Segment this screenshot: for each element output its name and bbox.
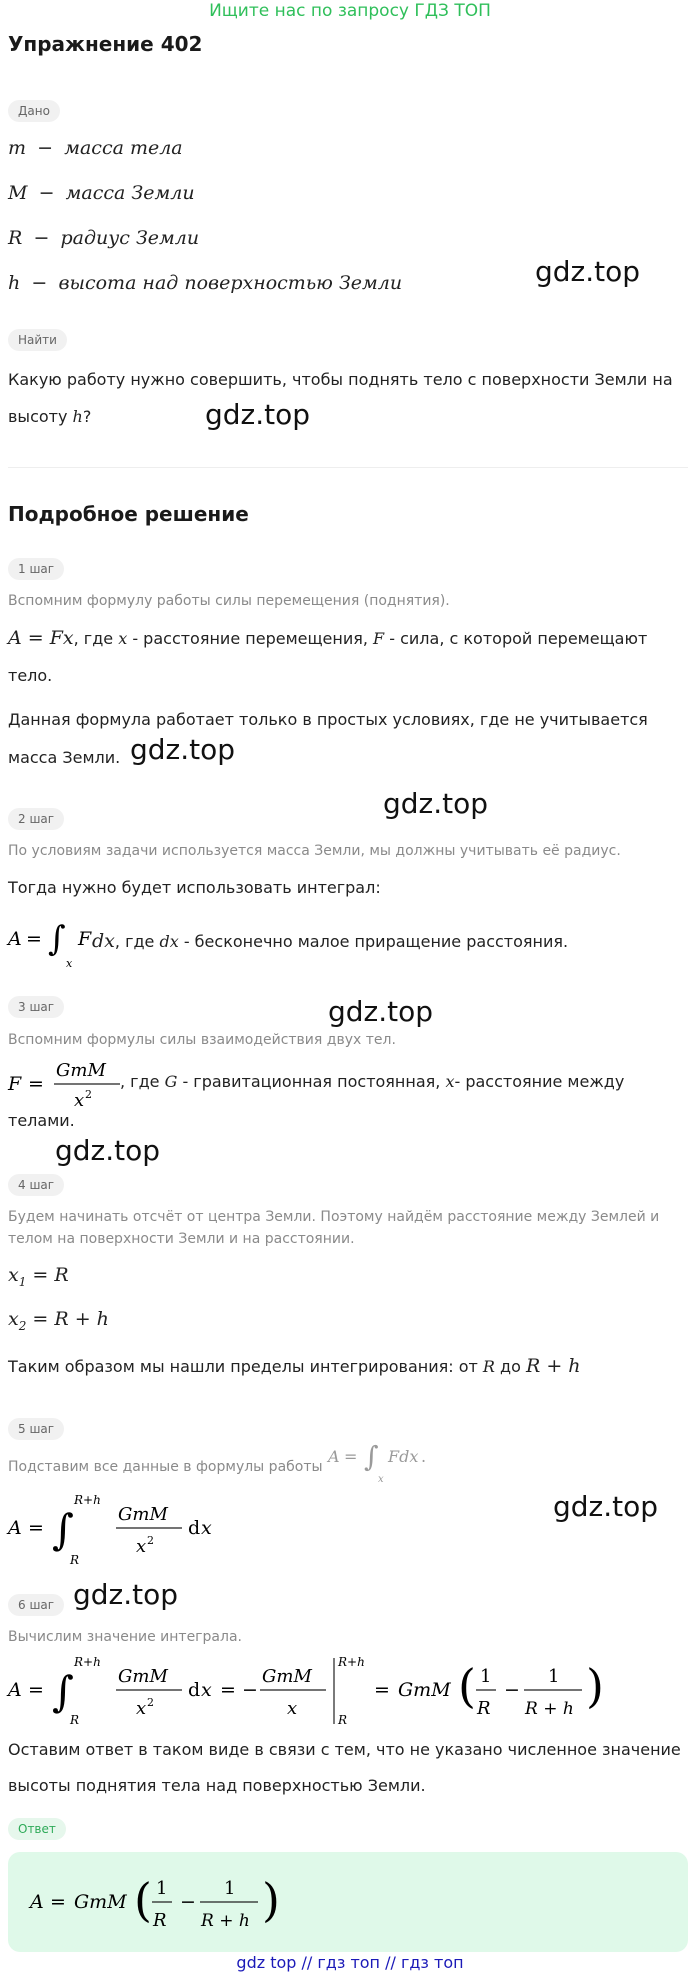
step-text: высоты поднятия тела над поверхностью Земли. (8, 1776, 426, 1795)
formula: A = Fx (8, 627, 74, 649)
hint-integral-graphic (328, 1436, 438, 1488)
text-fragment: - расстояние между (454, 1072, 625, 1091)
given-symbol: m (8, 137, 27, 159)
exercise-title: Упражнение 402 (8, 32, 203, 56)
text-fragment: - гравитационная постоянная, (177, 1072, 446, 1091)
math-symbol: dx (92, 930, 115, 952)
text-fragment: Подставим все данные в формулы работы (8, 1459, 323, 1475)
text-fragment: до (494, 1357, 526, 1376)
step-text: Тогда нужно будет использовать интеграл: (8, 878, 381, 897)
svg-text:x: x (378, 1474, 384, 1485)
step-hint: Будем начинать отсчёт от центра Земли. Поэтому найдём расстояние между Землей и (8, 1209, 660, 1225)
given-badge: Дано (8, 100, 60, 122)
step-badge: 4 шаг (8, 1174, 64, 1196)
given-symbol: R (8, 227, 23, 249)
footer-links[interactable]: gdz top // гдз топ // гдз топ (236, 1953, 464, 1972)
svg-text:1: 1 (156, 1878, 168, 1899)
svg-text:): ) (262, 1873, 280, 1927)
evaluated-integral-graphic (8, 1644, 608, 1734)
dash-symbol: − (32, 182, 61, 204)
watermark: gdz.top (535, 255, 641, 288)
text-fragment: - бесконечно малое приращение расстояния. (178, 932, 569, 951)
svg-text:F: F (8, 1073, 22, 1095)
svg-text:A: A (328, 1447, 340, 1466)
watermark: gdz.top (73, 1578, 179, 1611)
step-badge: 2 шаг (8, 808, 64, 830)
svg-text:R+h: R+h (338, 1655, 365, 1669)
text-fragment: , где (120, 1072, 165, 1091)
find-text-pre: высоту (8, 407, 73, 426)
svg-text:GmM: GmM (118, 1504, 168, 1525)
find-symbol: h (72, 407, 83, 426)
section-divider (8, 467, 688, 468)
svg-text:x: x (66, 957, 73, 970)
svg-text:1: 1 (548, 1666, 560, 1687)
gravity-formula-graphic (8, 1054, 123, 1112)
math-symbol: x (118, 629, 128, 648)
given-text: радиус Земли (60, 227, 200, 249)
svg-text:A: A (8, 1679, 22, 1701)
text-fragment: - расстояние перемещения, (127, 629, 374, 648)
svg-text:R + h: R + h (201, 1911, 250, 1931)
svg-text:A: A (8, 1517, 22, 1539)
svg-text:R: R (70, 1713, 80, 1727)
text-fragment: - сила, с которой перемещают (384, 629, 648, 648)
svg-text:1: 1 (224, 1878, 236, 1899)
math-symbol: dx (159, 932, 179, 951)
given-text: масса тела (64, 137, 183, 159)
svg-text:Fdx: Fdx (388, 1447, 419, 1466)
svg-text:=: = (28, 1517, 44, 1539)
svg-text:2: 2 (147, 1534, 154, 1547)
given-item (8, 182, 195, 204)
svg-text:R+h: R+h (74, 1493, 101, 1507)
formula: R + h (525, 1355, 581, 1377)
svg-text:2: 2 (85, 1088, 92, 1101)
step-text: Данная формула работает только в простых условиях, где не учитывается (8, 710, 648, 729)
step-badge: 3 шаг (8, 996, 64, 1018)
step-hint: телом на поверхности Земли и на расстоянии. (8, 1231, 355, 1247)
svg-text:x: x (136, 1698, 147, 1719)
find-text-line2 (8, 405, 91, 429)
svg-text:=: = (28, 1679, 44, 1701)
given-item (8, 227, 199, 249)
svg-text:R + h: R + h (525, 1699, 574, 1719)
svg-text:x: x (201, 1517, 212, 1539)
svg-text:=: = (344, 1447, 358, 1466)
watermark: gdz.top (205, 398, 311, 431)
svg-text:(: ( (134, 1873, 152, 1927)
step-badge: 5 шаг (8, 1418, 64, 1440)
find-text-post: ? (82, 407, 92, 426)
math-symbol: x (445, 1072, 455, 1091)
svg-text:GmM: GmM (262, 1666, 312, 1687)
step-badge: 1 шаг (8, 558, 64, 580)
formula-x2: $x_2 = R + h$ (8, 1308, 109, 1333)
given-text: масса Земли (65, 182, 195, 204)
svg-text:∫: ∫ (52, 1505, 74, 1554)
step-text (8, 626, 647, 651)
watermark: gdz.top (130, 733, 236, 766)
svg-text:R: R (153, 1910, 167, 1931)
svg-text:=: = (28, 1073, 44, 1095)
formula-force (8, 1054, 123, 1116)
step-text (8, 1354, 581, 1379)
find-text: Какую работу нужно совершить, чтобы поднять тело с поверхности Земли на (8, 370, 673, 389)
step-text: масса Земли. (8, 748, 121, 767)
svg-text:): ) (586, 1659, 604, 1713)
given-item (8, 137, 183, 159)
step-hint: Вспомним формулы силы взаимодействия двух тел. (8, 1032, 396, 1048)
svg-text:=: = (374, 1679, 390, 1701)
formula-integral (8, 912, 98, 974)
svg-text:1: 1 (480, 1666, 492, 1687)
svg-text:∫: ∫ (48, 919, 66, 959)
step-text: телами. (8, 1111, 75, 1130)
formula-evaluated (8, 1644, 608, 1738)
svg-text:x: x (287, 1698, 298, 1719)
svg-text:−: − (504, 1679, 520, 1701)
text-fragment: , где (114, 932, 160, 951)
watermark: gdz.top (383, 787, 489, 820)
step-text (92, 929, 568, 954)
svg-text:d: d (188, 1517, 201, 1539)
svg-text:d: d (188, 1679, 201, 1701)
formula-x1: $x_1 = R$ (8, 1264, 69, 1289)
svg-text:−: − (242, 1679, 258, 1701)
work-integral-graphic (8, 1484, 212, 1576)
answer-badge: Ответ (8, 1818, 66, 1840)
svg-text:A: A (8, 928, 22, 950)
svg-text:GmM: GmM (74, 1891, 127, 1913)
svg-text:R: R (70, 1553, 80, 1567)
text-fragment: , где (73, 629, 119, 648)
step-text: Оставим ответ в таком виде в связи с тем, что не указано численное значение (8, 1740, 681, 1759)
answer-formula (30, 1860, 290, 1948)
given-symbol: h (8, 272, 21, 294)
svg-text:R: R (338, 1713, 348, 1727)
formula-work-integral (8, 1484, 212, 1580)
svg-text:.: . (421, 1447, 427, 1466)
search-banner: Ищите нас по запросу ГДЗ ТОП (209, 1, 491, 21)
watermark: gdz.top (55, 1134, 161, 1167)
svg-text:R+h: R+h (74, 1655, 101, 1669)
answer-formula-graphic (30, 1860, 290, 1944)
svg-text:=: = (26, 928, 42, 950)
math-symbol: G (164, 1072, 178, 1091)
step-hint: Вспомним формулу работы силы перемещения (поднятия). (8, 593, 450, 609)
watermark: gdz.top (328, 995, 434, 1028)
svg-text:∫: ∫ (52, 1667, 74, 1716)
svg-text:GmM: GmM (398, 1679, 451, 1701)
step-text: тело. (8, 666, 53, 685)
given-text: высота над поверхностью Земли (58, 272, 403, 294)
find-badge: Найти (8, 329, 67, 351)
math-symbol: F (373, 629, 385, 648)
svg-text:(: ( (458, 1659, 476, 1713)
svg-text:GmM: GmM (118, 1666, 168, 1687)
text-fragment: Таким образом мы нашли пределы интегрирования: от (8, 1357, 483, 1376)
step-hint: По условиям задачи используется масса Земли, мы должны учитывать её радиус. (8, 843, 621, 859)
step-hint (8, 1457, 323, 1477)
hint-formula (328, 1436, 438, 1492)
svg-text:−: − (180, 1891, 196, 1913)
svg-text:x: x (201, 1679, 212, 1701)
svg-text:R: R (477, 1698, 491, 1719)
given-symbol: M (8, 182, 28, 204)
svg-text:GmM: GmM (56, 1060, 106, 1081)
svg-text:2: 2 (147, 1696, 154, 1709)
svg-text:x: x (74, 1090, 85, 1111)
dash-symbol: − (25, 272, 54, 294)
svg-text:∫: ∫ (364, 1440, 379, 1473)
integral-formula-graphic (8, 912, 98, 970)
svg-text:=: = (220, 1679, 236, 1701)
dash-symbol: − (27, 227, 56, 249)
svg-text:F: F (78, 928, 92, 950)
solution-title: Подробное решение (8, 502, 249, 526)
step-badge: 6 шаг (8, 1594, 64, 1616)
svg-text:x: x (136, 1536, 147, 1557)
step-text (120, 1070, 624, 1094)
given-item (8, 272, 402, 294)
svg-text:A: A (30, 1891, 44, 1913)
step-hint: Вычислим значение интеграла. (8, 1629, 242, 1645)
watermark: gdz.top (553, 1490, 659, 1523)
svg-text:=: = (50, 1891, 66, 1913)
dash-symbol: − (31, 137, 60, 159)
math-symbol: R (482, 1357, 495, 1376)
